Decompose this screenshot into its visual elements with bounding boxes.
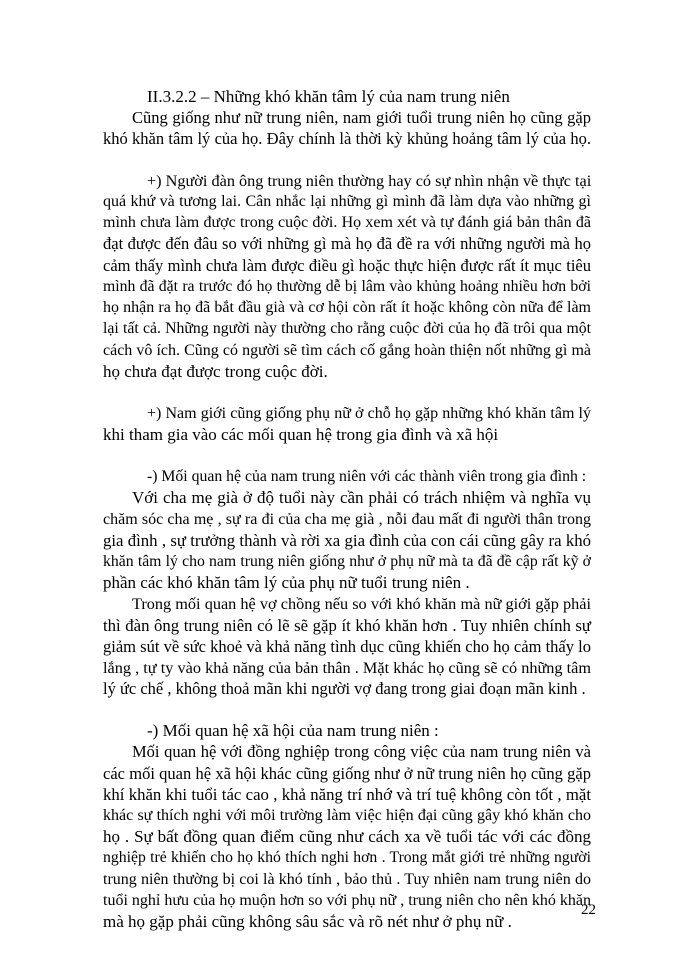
text-line: Cũng giống như nữ trung niên, nam giới tuổi trung niên họ cũng gặp xyxy=(132,108,591,127)
text-line: khi tham gia vào các mối quan hệ trong gia đình và xã hội xyxy=(103,425,499,444)
text-line: khăn tâm lý cho nam trung niên giống như ở phụ nữ mà ta đã đề cập rất kỹ ở xyxy=(103,553,591,570)
text-line: trung niên thường bị coi là khó tính , bảo thủ . Tuy nhiên nam trung niên do xyxy=(103,871,591,888)
text-line: chăm sóc cha mẹ , sự ra đi của cha mẹ già , nỗi đau mất đi người thân trong xyxy=(103,511,591,528)
text-line: tuổi nghỉ hưu của họ muộn hơn so với phụ nữ , trung niên cho nên khó khăn xyxy=(103,892,591,909)
text-line: Trong mối quan hệ vợ chồng nếu so với khó khăn mà nữ giới gặp phải xyxy=(132,595,591,613)
text-line: họ nhận ra họ đã bắt đầu già và cơ hội còn rất ít hoặc không còn nữa để làm xyxy=(103,299,591,316)
text-line: khó khăn tâm lý của họ. Đây chính là thời kỳ khủng hoảng tâm lý của họ. xyxy=(103,129,591,148)
text-line: các mối quan hệ xã hội khác cũng giống như ở nữ trung niên họ cũng gặp xyxy=(103,764,591,783)
text-line: cảm thấy mình chưa làm được điều gì hoặc thực hiện được rất ít mục tiêu xyxy=(103,256,591,275)
text-line: mình đã đặt ra trước đó họ thường dễ bị lâm vào khủng hoảng nhiều hơn bởi xyxy=(103,278,591,295)
text-line: lắng , tự ty vào khả năng của bản thân . Mặt khác họ cũng sẽ có những tâm xyxy=(103,659,591,677)
text-line: quá khứ và tương lai. Cân nhắc lại những gì mình đã làm dựa vào những gì xyxy=(103,193,591,210)
subheading: -) Mối quan hệ xã hội của nam trung niên : xyxy=(147,721,439,740)
text-line: gia đình , sự trưởng thành và rời xa gia đình của con cái cũng gây ra khó xyxy=(103,531,591,550)
section-heading: II.3.2.2 – Những khó khăn tâm lý của nam trung niên xyxy=(147,87,510,106)
text-line: Với cha mẹ già ở độ tuổi này cần phải có trách nhiệm và nghĩa vụ xyxy=(132,488,591,507)
text-line: họ . Sự bất đồng quan điểm cũng như cách xa về tuổi tác với các đồng xyxy=(103,827,591,846)
text-line: +) Nam giới cũng giống phụ nữ ở chỗ họ gặp những khó khăn tâm lý xyxy=(147,405,591,422)
text-line: khí khăn khi tuổi tác cao , khả năng trí nhớ và trí tuệ không còn tốt , mặt xyxy=(103,785,591,804)
text-line: lại tất cả. Những người này thường cho rằng cuộc đời của họ đã trôi qua một xyxy=(103,320,591,337)
text-line: cách vô ích. Cũng có người sẽ tìm cách cố gắng hoàn thiện nốt những gì mà xyxy=(103,342,591,359)
text-line: đạt được đến đâu so với những gì mà họ đã đề ra với những người mà họ xyxy=(103,234,591,253)
text-line: phần các khó khăn tâm lý của phụ nữ tuổi trung niên . xyxy=(103,573,470,592)
text-line: mà họ gặp phải cũng không sâu sắc và rõ nét như ở phụ nữ . xyxy=(103,912,512,931)
text-line: mình chưa làm được trong cuộc đời. Họ xem xét và tự đánh giá bản thân đã xyxy=(103,214,591,231)
text-line: giảm sút về sức khoẻ và khả năng tình dục cũng khiến cho họ cảm thấy lo xyxy=(103,637,591,656)
text-line: thì đàn ông trung niên có lẽ sẽ gặp ít khó khăn hơn . Tuy nhiên chính sự xyxy=(103,616,591,635)
text-line: Mối quan hệ với đồng nghiệp trong công việc của nam trung niên và xyxy=(132,742,591,761)
subheading: -) Mối quan hệ của nam trung niên với các thành viên trong gia đình : xyxy=(147,468,587,485)
text-line: khác sự thích nghi với môi trường làm việc hiện đại cũng gây khó khăn cho xyxy=(103,807,591,824)
text-line: lý ức chế , không thoả mãn khi người vợ đang trong giai đoạn mãn kinh . xyxy=(103,679,586,698)
text-line: +) Người đàn ông trung niên thường hay có sự nhìn nhận về thực tại xyxy=(147,172,592,190)
page-number: 22 xyxy=(581,902,596,918)
text-line: nghiệp trẻ khiến cho họ khó thích nghi hơn . Trong mắt giới trẻ những người xyxy=(103,849,591,866)
text-line: họ chưa đạt được trong cuộc đời. xyxy=(103,362,328,381)
